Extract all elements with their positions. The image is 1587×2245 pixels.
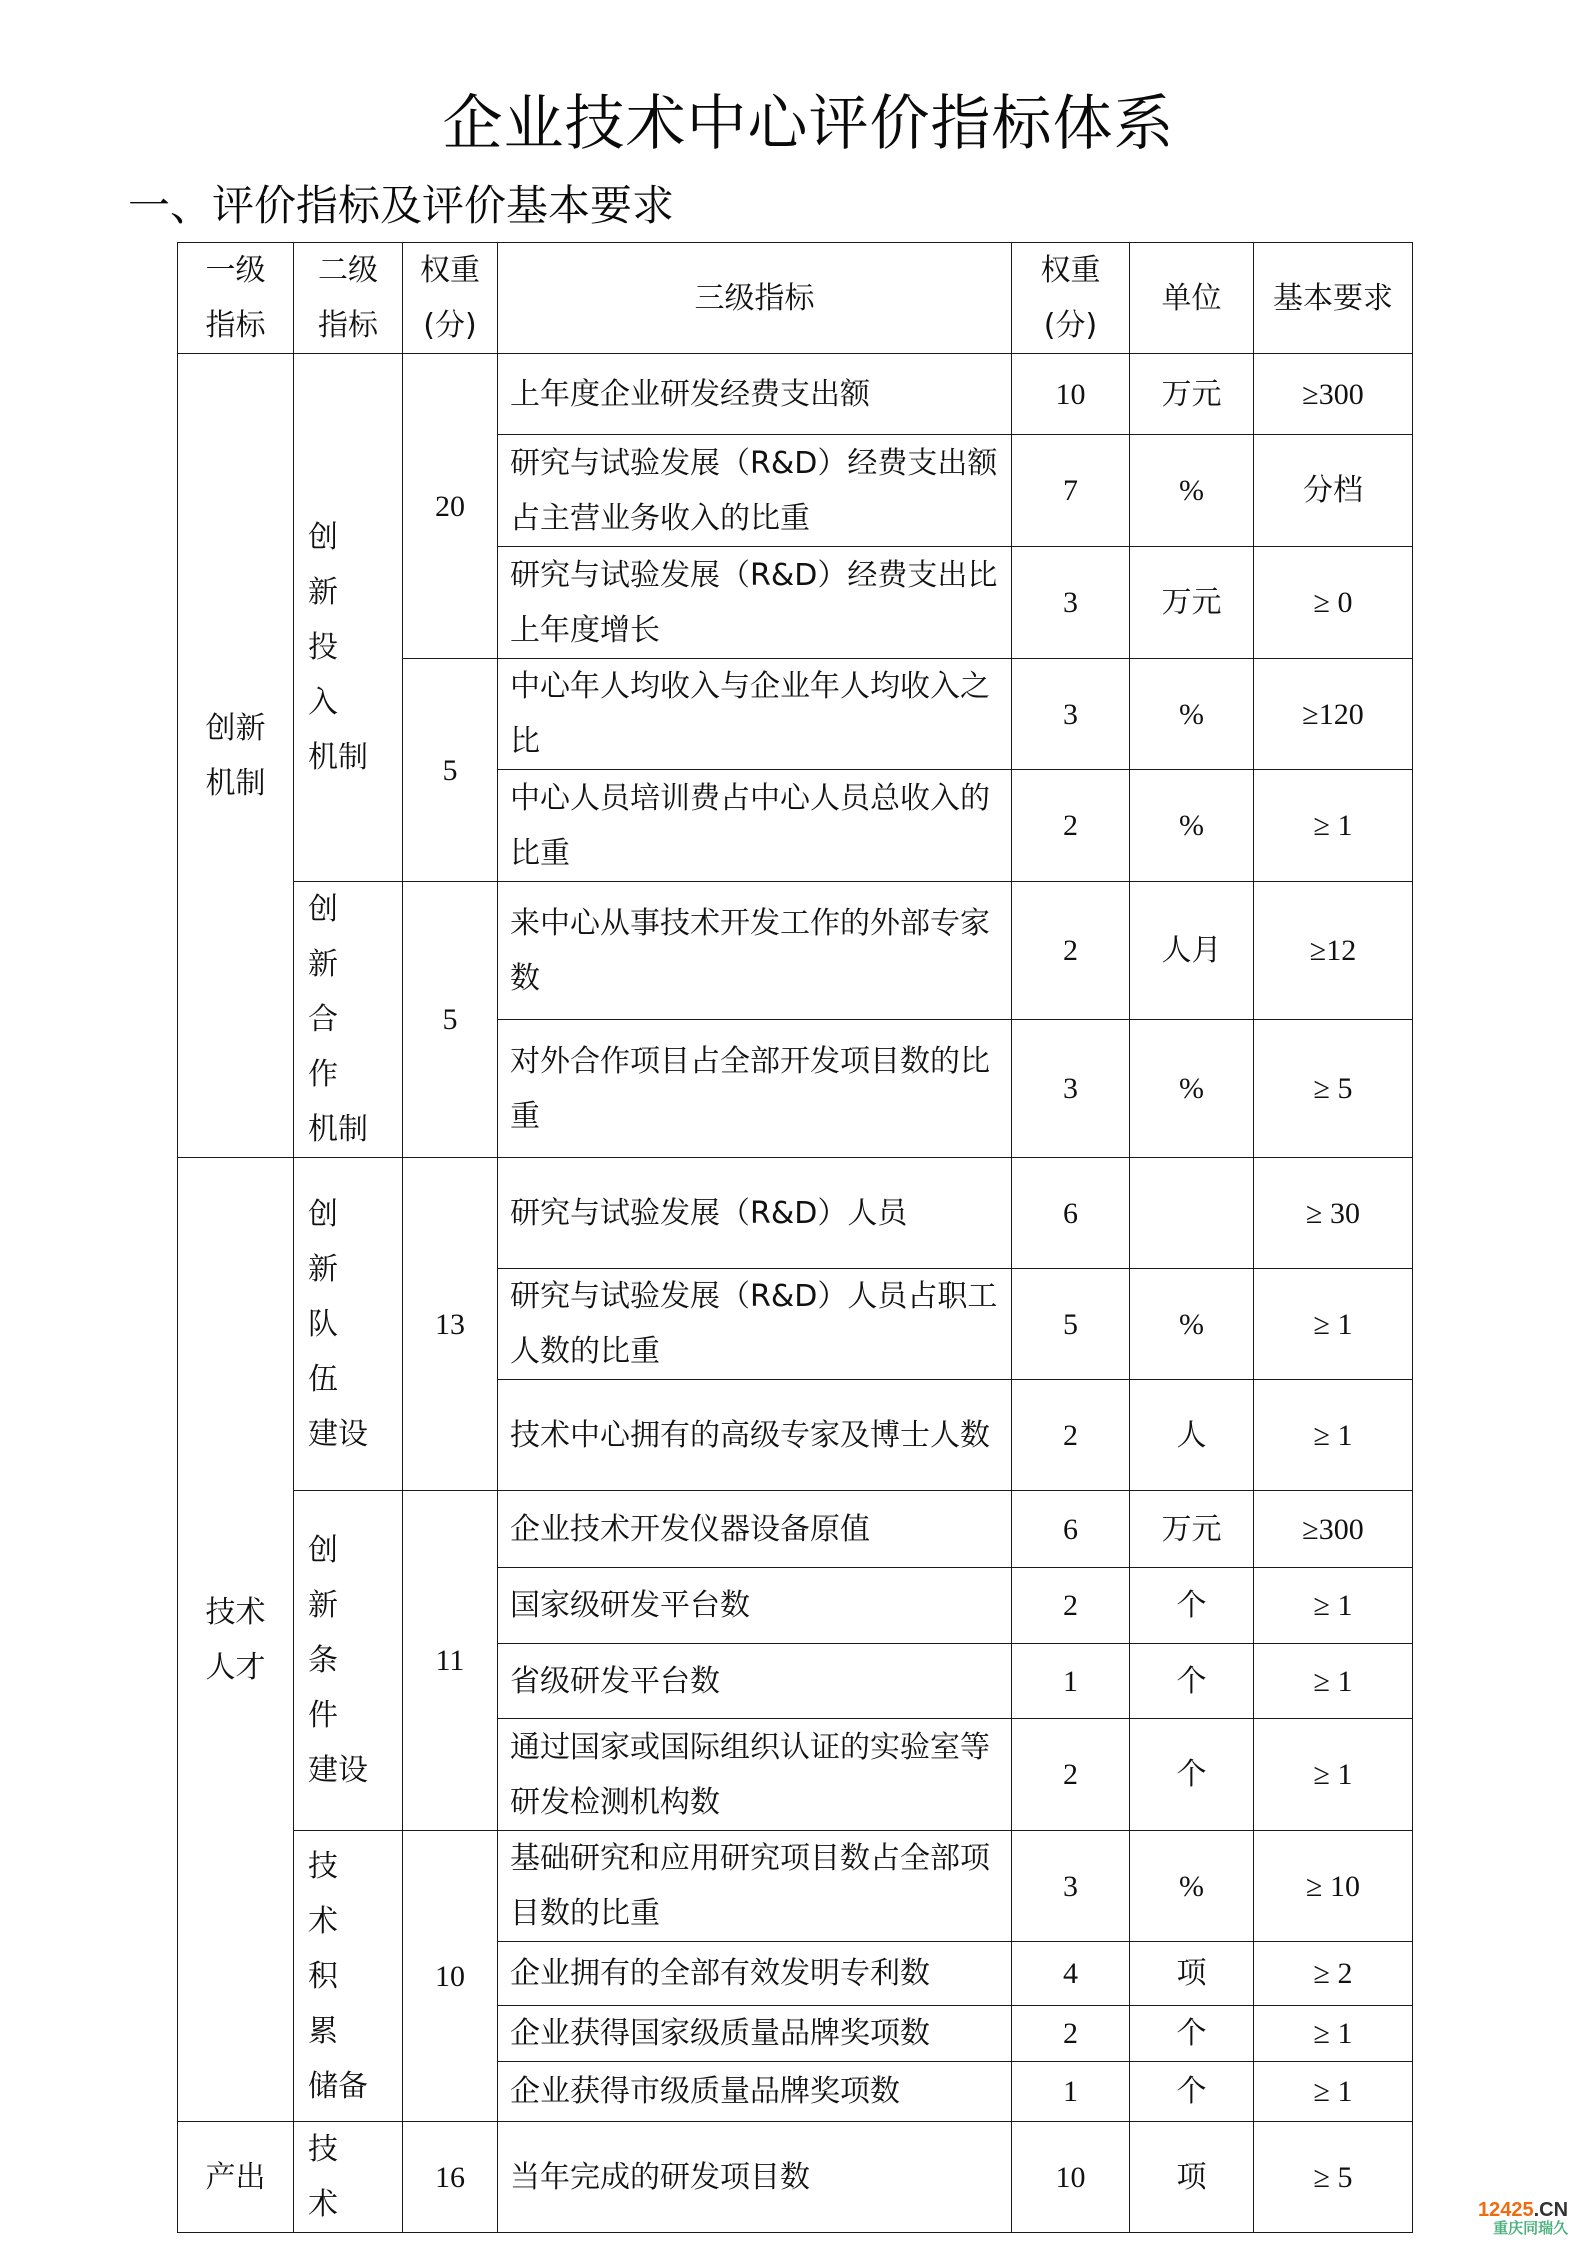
weight: 2 <box>1012 2006 1130 2062</box>
unit: 项 <box>1130 1942 1254 2006</box>
header-level3: 三级指标 <box>498 243 1012 354</box>
requirement: ≥12 <box>1254 882 1413 1020</box>
site-watermark <box>1478 2200 1568 2236</box>
level2-innovation-conditions: 创 新 条 件 建设 <box>294 1491 403 1831</box>
requirement: ≥ 1 <box>1254 2062 1413 2122</box>
weight-subgroup: 13 <box>403 1158 498 1491</box>
requirement: ≥ 1 <box>1254 1380 1413 1491</box>
header-level2: 二级 指标 <box>294 243 403 354</box>
level2-innovation-investment: 创 新 投 入 机制 <box>294 354 403 882</box>
requirement: ≥300 <box>1254 354 1413 435</box>
section-heading: 一、评价指标及评价基本要求 <box>128 181 675 230</box>
indicator: 企业技术开发仪器设备原值 <box>498 1491 1012 1568</box>
unit: 个 <box>1130 1644 1254 1719</box>
unit <box>1130 1158 1254 1269</box>
weight-subgroup: 5 <box>403 659 498 882</box>
weight-subgroup: 10 <box>403 1831 498 2122</box>
table-row <box>178 2122 1413 2233</box>
unit: % <box>1130 770 1254 882</box>
evaluation-index-table <box>177 242 1413 2233</box>
weight: 3 <box>1012 547 1130 659</box>
level2-innovation-cooperation: 创 新 合 作 机制 <box>294 882 403 1158</box>
header-level1: 一级 指标 <box>178 243 294 354</box>
indicator: 企业获得国家级质量品牌奖项数 <box>498 2006 1012 2062</box>
unit: % <box>1130 1020 1254 1158</box>
level1-technical-talent: 技术 人才 <box>178 1158 294 2122</box>
weight: 2 <box>1012 1380 1130 1491</box>
table-row <box>178 1831 1413 1942</box>
unit: % <box>1130 1831 1254 1942</box>
watermark-domain: 12425.CN <box>1478 2199 1569 2221</box>
indicator: 技术中心拥有的高级专家及博士人数 <box>498 1380 1012 1491</box>
unit: 个 <box>1130 2062 1254 2122</box>
weight-subgroup: 11 <box>403 1491 498 1831</box>
weight: 6 <box>1012 1158 1130 1269</box>
unit: 万元 <box>1130 547 1254 659</box>
indicator: 上年度企业研发经费支出额 <box>498 354 1012 435</box>
requirement: ≥120 <box>1254 659 1413 770</box>
weight: 3 <box>1012 1020 1130 1158</box>
unit: % <box>1130 435 1254 547</box>
requirement: ≥ 0 <box>1254 547 1413 659</box>
header-weight-level3: 权重 (分) <box>1012 243 1130 354</box>
indicator: 对外合作项目占全部开发项目数的比重 <box>498 1020 1012 1158</box>
level2-technical: 技 术 <box>294 2122 403 2233</box>
table-row <box>178 354 1413 435</box>
level2-technical-accumulation: 技 术 积 累 储备 <box>294 1831 403 2122</box>
weight: 4 <box>1012 1942 1130 2006</box>
weight: 10 <box>1012 2122 1130 2233</box>
level2-innovation-team: 创 新 队 伍 建设 <box>294 1158 403 1491</box>
requirement: ≥ 5 <box>1254 2122 1413 2233</box>
unit: 个 <box>1130 1568 1254 1644</box>
unit: 项 <box>1130 2122 1254 2233</box>
indicator: 企业获得市级质量品牌奖项数 <box>498 2062 1012 2122</box>
weight: 1 <box>1012 1644 1130 1719</box>
indicator: 研究与试验发展（R&D）经费支出比上年度增长 <box>498 547 1012 659</box>
requirement: ≥300 <box>1254 1491 1413 1568</box>
watermark-company: 重庆同瑞久 <box>1493 2219 1569 2237</box>
table-row <box>178 1491 1413 1568</box>
indicator: 研究与试验发展（R&D）经费支出额占主营业务收入的比重 <box>498 435 1012 547</box>
requirement: ≥ 2 <box>1254 1942 1413 2006</box>
weight-subgroup: 20 <box>403 354 498 659</box>
weight-subgroup: 5 <box>403 882 498 1158</box>
indicator: 企业拥有的全部有效发明专利数 <box>498 1942 1012 2006</box>
requirement: ≥ 1 <box>1254 1719 1413 1831</box>
unit: 万元 <box>1130 354 1254 435</box>
table-row <box>178 1158 1413 1269</box>
unit: 人月 <box>1130 882 1254 1020</box>
requirement: 分档 <box>1254 435 1413 547</box>
weight: 2 <box>1012 1568 1130 1644</box>
header-weight-level2: 权重 (分) <box>403 243 498 354</box>
indicator: 国家级研发平台数 <box>498 1568 1012 1644</box>
requirement: ≥ 1 <box>1254 2006 1413 2062</box>
table-row <box>178 882 1413 1020</box>
requirement: ≥ 1 <box>1254 770 1413 882</box>
weight: 3 <box>1012 659 1130 770</box>
header-requirement: 基本要求 <box>1254 243 1413 354</box>
requirement: ≥ 1 <box>1254 1644 1413 1719</box>
indicator: 通过国家或国际组织认证的实验室等研发检测机构数 <box>498 1719 1012 1831</box>
requirement: ≥ 1 <box>1254 1568 1413 1644</box>
indicator: 中心人员培训费占中心人员总收入的比重 <box>498 770 1012 882</box>
indicator: 研究与试验发展（R&D）人员占职工人数的比重 <box>498 1269 1012 1380</box>
header-unit: 单位 <box>1130 243 1254 354</box>
unit: % <box>1130 659 1254 770</box>
indicator: 省级研发平台数 <box>498 1644 1012 1719</box>
weight: 3 <box>1012 1831 1130 1942</box>
level1-output: 产出 <box>178 2122 294 2233</box>
indicator: 研究与试验发展（R&D）人员 <box>498 1158 1012 1269</box>
indicator: 来中心从事技术开发工作的外部专家数 <box>498 882 1012 1020</box>
unit: 个 <box>1130 2006 1254 2062</box>
weight: 7 <box>1012 435 1130 547</box>
requirement: ≥ 5 <box>1254 1020 1413 1158</box>
requirement: ≥ 1 <box>1254 1269 1413 1380</box>
weight: 6 <box>1012 1491 1130 1568</box>
indicator: 当年完成的研发项目数 <box>498 2122 1012 2233</box>
weight: 2 <box>1012 770 1130 882</box>
unit: 万元 <box>1130 1491 1254 1568</box>
requirement: ≥ 10 <box>1254 1831 1413 1942</box>
unit: % <box>1130 1269 1254 1380</box>
level1-innovation-mechanism: 创新 机制 <box>178 354 294 1158</box>
unit: 个 <box>1130 1719 1254 1831</box>
document-title: 企业技术中心评价指标体系 <box>442 89 1175 159</box>
weight: 2 <box>1012 1719 1130 1831</box>
unit: 人 <box>1130 1380 1254 1491</box>
requirement: ≥ 30 <box>1254 1158 1413 1269</box>
table-header-row <box>178 243 1413 354</box>
weight: 10 <box>1012 354 1130 435</box>
weight-subgroup: 16 <box>403 2122 498 2233</box>
weight: 1 <box>1012 2062 1130 2122</box>
weight: 5 <box>1012 1269 1130 1380</box>
indicator: 基础研究和应用研究项目数占全部项目数的比重 <box>498 1831 1012 1942</box>
weight: 2 <box>1012 882 1130 1020</box>
indicator: 中心年人均收入与企业年人均收入之比 <box>498 659 1012 770</box>
